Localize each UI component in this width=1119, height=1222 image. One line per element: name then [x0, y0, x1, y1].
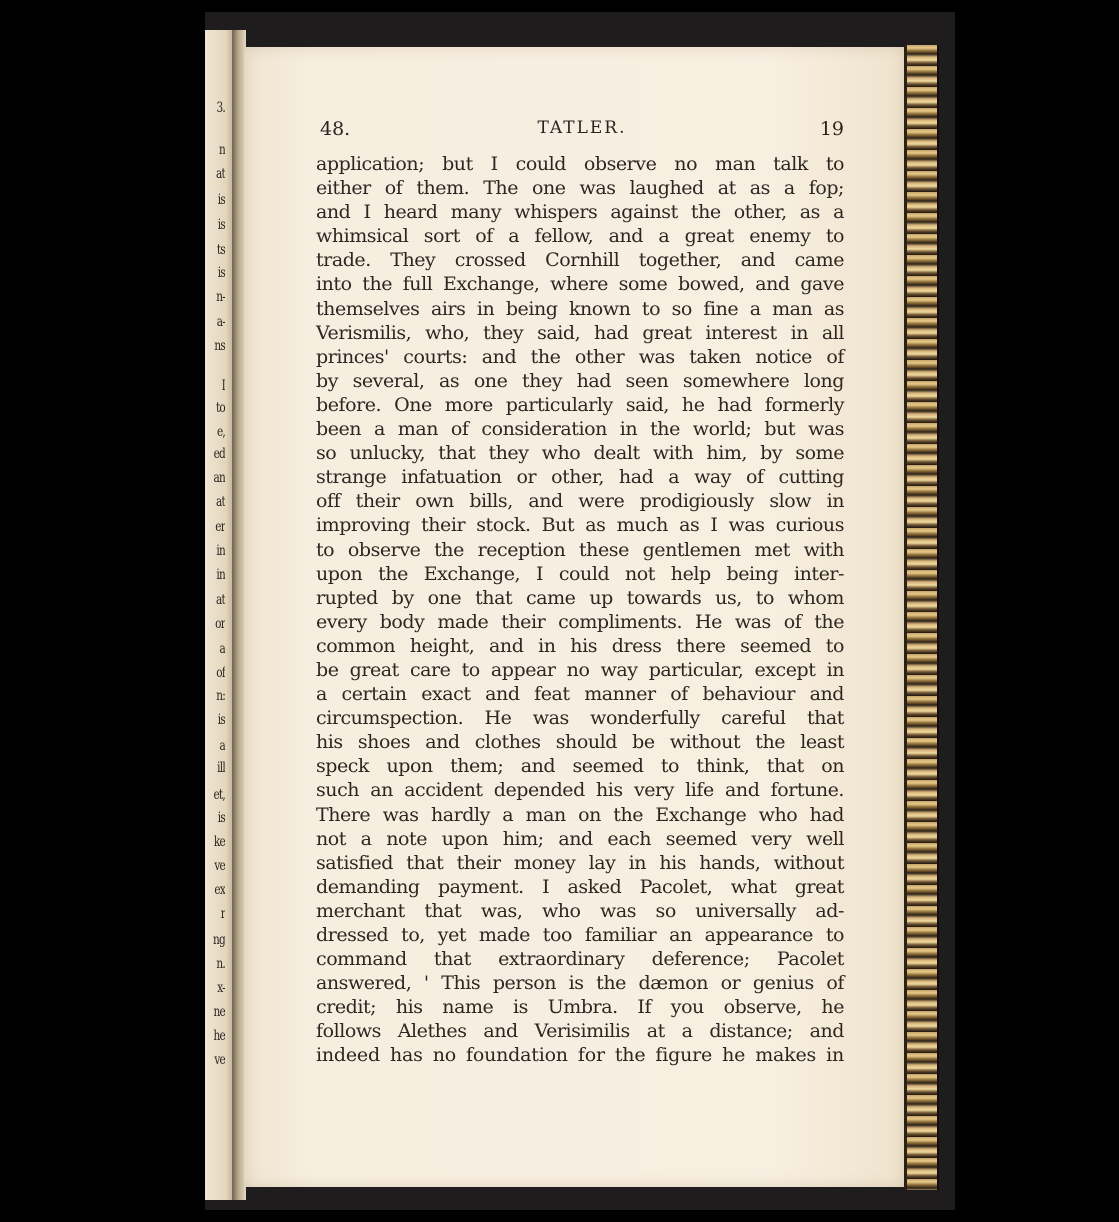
text-line: command that extraordinary deference; Pacolet [316, 948, 844, 971]
text-line: satisfied that their money lay in his hands, without [316, 851, 844, 874]
left-fragment: I [221, 378, 225, 394]
left-fragment: ns [214, 338, 225, 354]
left-fragment: a- [216, 314, 225, 330]
text-line: answered, ' This person is the dæmon or genius of [316, 972, 844, 995]
left-fragment: ke [213, 834, 225, 850]
left-fragment: at [216, 494, 225, 510]
text-line: off their own bills, and were prodigiously slow in [316, 490, 844, 513]
text-line: his shoes and clothes should be without the least [316, 731, 844, 754]
text-line: demanding payment. I asked Pacolet, what great [316, 875, 844, 898]
left-fragment: n: [216, 688, 225, 704]
left-fragment: is [217, 217, 225, 233]
left-fragment: er [215, 519, 225, 535]
text-line: upon the Exchange, I could not help being inter- [316, 562, 844, 585]
text-line: into the full Exchange, where some bowed, and gave [316, 273, 844, 296]
left-fragment: is [217, 192, 225, 208]
left-fragment: n. [216, 956, 225, 972]
left-fragment: in [216, 567, 225, 583]
text-line: and I heard many whispers against the other, as a [316, 201, 844, 224]
left-fragment: ex [214, 882, 225, 898]
left-fragment: n [218, 142, 225, 158]
running-title: TATLER. [537, 118, 627, 138]
page-body-text [316, 152, 844, 1068]
left-fragment: e, [216, 424, 225, 440]
running-header [320, 118, 844, 142]
left-fragment: a [219, 641, 225, 657]
text-line: whimsical sort of a fellow, and a great enemy to [316, 225, 844, 248]
text-line: Verismilis, who, they said, had great interest in all [316, 321, 844, 344]
text-line: application; but I could observe no man talk to [316, 153, 844, 175]
left-fragment: an [213, 470, 225, 486]
left-fragment: at [216, 592, 225, 608]
text-line: been a man of consideration in the world; but was [316, 418, 844, 441]
left-fragment: ne [213, 1004, 225, 1020]
left-fragment: in [216, 543, 225, 559]
left-fragment: is [217, 712, 225, 728]
left-fragment: a [219, 738, 225, 754]
text-line: trade. They crossed Cornhill together, and came [316, 249, 844, 272]
text-line: strange infatuation or other, had a way of cutting [316, 466, 844, 489]
left-fragment: is [217, 810, 225, 826]
page-number: 19 [819, 118, 844, 140]
text-line: dressed to, yet made too familiar an appearance to [316, 924, 844, 946]
text-line: princes' courts: and the other was taken notice of [316, 345, 844, 368]
text-line: indeed has no foundation for the figure he makes in [316, 1044, 844, 1067]
left-fragment: ts [216, 242, 225, 258]
text-line: before. One more particularly said, he had formerly [316, 393, 844, 416]
text-line: be great care to appear no way particular, except in [316, 658, 844, 681]
left-fragment: is [217, 265, 225, 281]
text-line: themselves airs in being known to so fine a man as [316, 297, 844, 320]
left-fragment: et, [213, 787, 225, 803]
text-line: to observe the reception these gentlemen met with [316, 538, 844, 561]
left-fragment: 3. [216, 100, 225, 116]
text-line: common height, and in his dress there seemed to [316, 634, 844, 657]
text-line: not a note upon him; and each seemed very well [316, 827, 844, 850]
text-line: follows Alethes and Verisimilis at a distance; and [316, 1020, 844, 1043]
text-line: either of them. The one was laughed at as a fop; [316, 177, 844, 200]
text-line: rupted by one that came up towards us, to whom [316, 586, 844, 609]
text-line: a certain exact and feat manner of behaviour and [316, 683, 844, 706]
left-fragment: r [220, 906, 225, 922]
text-line: credit; his name is Umbra. If you observe, he [316, 996, 844, 1019]
text-line: circumspection. He was wonderfully careful that [316, 707, 844, 730]
left-fragment: ve [214, 1052, 225, 1068]
left-fragment: ng [213, 932, 225, 948]
section-number: 48. [320, 118, 351, 140]
left-fragment: at [216, 166, 225, 182]
text-line: improving their stock. But as much as I was curious [316, 514, 844, 537]
left-fragment: of [216, 665, 225, 681]
left-fragment: ill [217, 760, 225, 776]
left-fragment: n- [216, 289, 225, 305]
left-fragment: or [215, 616, 225, 632]
left-fragment: ve [214, 858, 225, 874]
text-line: so unlucky, that they who dealt with him, by some [316, 442, 844, 465]
text-line: every body made their compliments. He was of the [316, 610, 844, 633]
left-fragment: he [213, 1028, 225, 1044]
gilt-fore-edge [904, 45, 939, 1190]
text-line: There was hardly a man on the Exchange who had [316, 803, 844, 826]
left-fragment: ed [213, 446, 225, 462]
left-fragment: to [215, 400, 225, 416]
left-page-text-fragments [205, 100, 225, 1100]
text-line: such an accident depended his very life and fortune. [316, 779, 844, 802]
text-line: speck upon them; and seemed to think, that on [316, 755, 844, 778]
left-fragment: x- [217, 980, 225, 996]
text-line: merchant that was, who was so universally ad- [316, 899, 844, 922]
text-line: by several, as one they had seen somewhere long [316, 369, 844, 392]
